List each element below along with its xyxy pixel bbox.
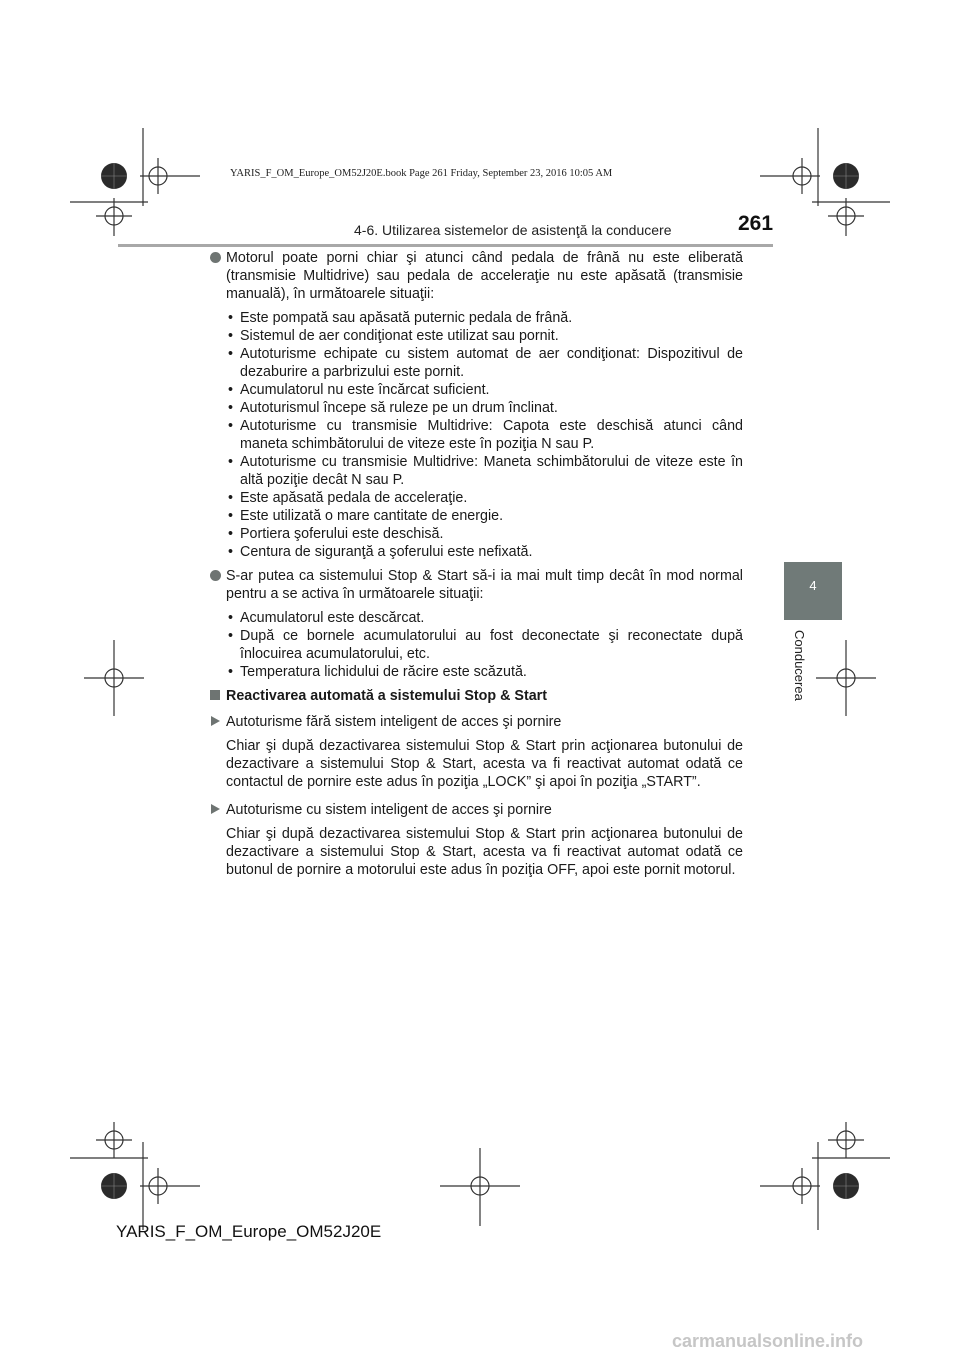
subsection-title [210, 801, 743, 819]
page-content [210, 249, 743, 889]
subsection-body: Chiar şi după dezactivarea sistemului Stop & Start prin acţionarea butonului de dezactivare a sistemului Stop & Start, acesta va fi reactivat automat odată ce contactul de pornire este adus în poziţia „LOCK” şi apoi în poziţia „START”. [226, 738, 743, 790]
note-text: S-ar putea ca sistemului Stop & Start să-i ia mai mult timp decât în mod normal pentru a se activa în următoarele situaţii: [226, 568, 743, 602]
condition-list [210, 609, 743, 681]
subsection-title-text: Autoturisme fără sistem inteligent de acces şi pornire [226, 714, 562, 730]
list-item: • Sistemul de aer condiţionat este utilizat sau pornit. [226, 327, 743, 345]
bullet-dot-icon [210, 570, 221, 581]
condition-list [210, 309, 743, 561]
bullet-dot-icon [210, 252, 221, 263]
chapter-tab-number: 4 [809, 578, 817, 593]
list-item: • Autoturisme echipate cu sistem automat de aer condiţionat: Dispozitivul de dezaburire a parbrizului este pornit. [226, 345, 743, 381]
list-item: • Autoturisme cu transmisie Multidrive: Capota este deschisă atunci când maneta schimbătorului de viteze este în poziţia N sau P. [226, 417, 743, 453]
list-item: • Acumulatorul nu este încărcat suficient. [226, 381, 743, 399]
note-text: Motorul poate porni chiar şi atunci când pedala de frână nu este eliberată (transmisie Multidrive) sau pedala de acceleraţie nu este apăsată (transmisie manuală), în următoarele situaţii: [226, 250, 743, 302]
section-title: 4-6. Utilizarea sistemelor de asistenţă la conducere [354, 222, 672, 238]
section-heading-text: Reactivarea automată a sistemului Stop & Start [226, 688, 547, 704]
list-item: • Acumulatorul este descărcat. [226, 609, 743, 627]
list-item: • Este apăsată pedala de acceleraţie. [226, 489, 743, 507]
list-item: • Temperatura lichidului de răcire este scăzută. [226, 663, 743, 681]
list-item: • Este utilizată o mare cantitate de energie. [226, 507, 743, 525]
chapter-tab-label: Conducerea [792, 630, 807, 701]
list-item: • Centura de siguranţă a şoferului este nefixată. [226, 543, 743, 561]
triangle-arrow-icon [211, 804, 220, 814]
subsection-title-text: Autoturisme cu sistem inteligent de acces şi pornire [226, 802, 552, 818]
note-paragraph [210, 249, 743, 303]
list-item: • Autoturismul începe să ruleze pe un drum înclinat. [226, 399, 743, 417]
book-file-header: YARIS_F_OM_Europe_OM52J20E.book Page 261 Friday, September 23, 2016 10:05 AM [230, 168, 613, 179]
watermark: carmanualsonline.info [672, 1331, 864, 1351]
footer-document-code: YARIS_F_OM_Europe_OM52J20E [116, 1222, 382, 1241]
list-item: • Portiera şoferului este deschisă. [226, 525, 743, 543]
list-item: • Autoturisme cu transmisie Multidrive: Maneta schimbătorului de viteze este în altă poziţie decât N sau P. [226, 453, 743, 489]
list-item: • Este pompată sau apăsată puternic pedala de frână. [226, 309, 743, 327]
subsection-title [210, 713, 743, 731]
note-paragraph [210, 567, 743, 603]
section-heading [210, 687, 743, 705]
list-item: • După ce bornele acumulatorului au fost deconectate şi reconectate după înlocuirea acumulatorului, etc. [226, 627, 743, 663]
triangle-arrow-icon [211, 716, 220, 726]
page-number: 261 [738, 212, 774, 235]
subsection-body: Chiar şi după dezactivarea sistemului Stop & Start prin acţionarea butonului de dezactivare a sistemului Stop & Start, acesta va fi reactivat automat odată ce butonul de pornire a motorului este adus în poziţia OFF, apoi este pornit motorul. [226, 826, 743, 878]
square-bullet-icon [210, 690, 220, 700]
header-divider [118, 244, 773, 247]
